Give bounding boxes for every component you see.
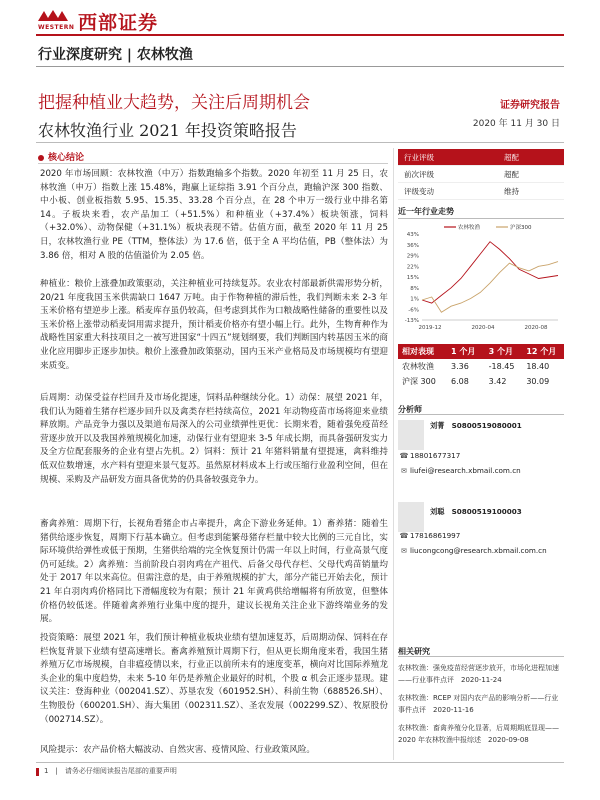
table-header: 相对表现 1 个月 3 个月 12 个月 (398, 344, 564, 359)
analyst-email-link[interactable]: liucongcong@research.xbmail.com.cn (410, 546, 547, 555)
analyst-email-link[interactable]: liufei@research.xbmail.com.cn (410, 466, 521, 475)
email-icon: ✉ (400, 546, 408, 555)
x-tick-label: 2019-12 (418, 325, 442, 331)
analyst-heading: 分析师 (398, 405, 422, 414)
paragraph-post-cycle: 后周期：动保受益存栏回升及市场化提速，饲料品种继续分化。1）动保：展望 2021 年，我们认为随着生猪存栏逐步回升以及禽类存栏持续高位，2021 年动物疫苗市场将迎来业绩释放期。产品竞争力强以及渠道布局深入的公司业绩弹性更优：长期来看，随着强免疫苗经营逐步放开以及我国养殖规模化加速，动保行业有望迎来 3-5 年成长期，而具备强研发实力及全方位配套服务的企业有望占先机。2）饲料：预计 21 年猪料销量有望提速，禽料维持低双位数增速，水产料有望迎来景气复苏。虽然原材料成本上行或压缩行业盈利空间，但在规模、采购及产品研发方面具备优势的仍具备较强竞争力。 (40, 393, 388, 485)
y-tick-label: 1% (410, 296, 419, 303)
y-tick-label: 15% (406, 275, 419, 281)
paragraph-strategy: 投资策略：展望 2021 年，我们预计种植业板块业绩有望加速复苏，后周期动保、饲料在存栏恢复背景下业绩有望高速增长。畜禽养殖预计周期下行，但从更长期角度来看，我国生猪养殖万亿市场规模，自非瘟疫情以来，行业正以前所未有的速度变革，横向对比国际养殖龙头企业的集中度趋势，未来 5-10 年仍是养殖企业最好的时机，个股 α 机会正逐步显现。建议关注：登海种业（002041.SZ）、苏垦农发（601952.SH）、科前生物（688526.SH）、生物股份（600201.SH）、海大集团（002311.SZ）、圣农发展（002299.SZ）、牧原股份（002714.SZ）。 (40, 633, 388, 725)
table-row: 农林牧渔 3.36 -18.45 18.40 (402, 362, 550, 371)
paragraph-livestock: 畜禽养殖：周期下行，长视角看猪企市占率提升，禽企下游业务延伸。1）畜养猪：随着生猪供给逐步恢复，周期下行基本确立。但考虑到能繁母猪存栏量中较大比例的三元自比，实际环境供给弹性或低于预期，生猪供给端的完全恢复预计仍需一年以上时间，行业高景气度仍可延续。2）禽养殖：当前阶段白羽肉鸡在产祖代、后备父母代存栏、父母代鸡苗销量均处于 2017 年以来高位。但需注意的是，由于养殖规模的扩大，部分产能已开始去化，预计 21 年白羽肉鸡价格同比下滑幅度较为有限；预计 21 年黄鸡供给增幅将有所放宽，但整体价格仍较低迷。伴随着禽养殖行业集中度的提升，建议长视角关注企业下游终端业务的发展。 (40, 519, 388, 625)
phone-icon: ☎ (399, 531, 409, 540)
bullet-icon (38, 155, 44, 161)
footer-rule (36, 762, 564, 763)
chart-title: 近一年行业走势 (398, 207, 454, 216)
main-title: 把握种植业大趋势，关注后周期机会 (38, 93, 310, 113)
performance-table (398, 344, 564, 389)
rating-table (398, 149, 564, 200)
avatar (398, 420, 424, 450)
divider (398, 414, 564, 415)
divider (38, 163, 388, 164)
related-item[interactable]: 农林牧渔：强免疫苗经营逐步放开，市场化进程加速——行业事件点评 2020-11-24 (398, 664, 559, 684)
y-tick-label: -6% (408, 307, 419, 314)
legend-label: 农林牧渔 (458, 225, 481, 231)
y-tick-label: 36% (406, 242, 419, 249)
analyst-contact: ☎ 17816861997 ✉ liucongcong@research.xbmail.com.cn (398, 528, 564, 558)
column-divider (393, 148, 394, 760)
related-item[interactable]: 农林牧渔：RCEP 对国内农产品的影响分析——行业事件点评 2020-11-16 (398, 694, 559, 714)
western-logo-icon (36, 9, 70, 23)
section-heading: 核心结论 (38, 150, 84, 163)
analyst-contact: ☎ 18801677317 ✉ liufei@research.xbmail.com.cn (398, 448, 564, 478)
paragraph-planting: 种植业：粮价上涨叠加政策驱动，关注种植业可持续复苏。农业农村部最新供需形势分析，20/21 年度我国玉米供需缺口 1647 万吨。由于作物种植的滞后性，我们判断未来 2-3 年玉米价格有望逆步上涨。稻麦库存虽仍较高，但考虑到其作为口粮战略性储备的重要性以及玉米价格上涨带动稻麦饲用需求提升，预计稻麦价格亦有望小幅上行。此外，生物育种作为战略性国家重大科技项目之一被写进国家“十四五”规划纲要，我们判断国内转基因玉米的商业化应用脚步正逐步加快。粮价上涨叠加政策驱动，国内玉米产业格局及市场规模均有望迎来质变。 (40, 279, 388, 371)
divider (398, 218, 564, 219)
y-tick-label: 29% (406, 253, 419, 260)
y-tick-label: 8% (410, 285, 419, 292)
trend-chart (398, 222, 564, 334)
rating-row: 行业评级 超配 (398, 149, 564, 166)
divider (36, 66, 564, 67)
report-series: 行业深度研究 | 农林牧渔 (38, 47, 193, 63)
series-line-1 (422, 262, 558, 313)
phone-icon: ☎ (399, 451, 409, 460)
divider (398, 656, 564, 657)
header-rule (36, 34, 564, 36)
related-heading: 相关研究 (398, 647, 430, 656)
sub-title: 农林牧渔行业 2021 年投资策略报告 (38, 121, 297, 140)
y-tick-label: 22% (406, 264, 419, 271)
footer-text: 1 | 请务必仔细阅读报告尾部的重要声明 (44, 767, 177, 775)
rating-row: 评级变动 维持 (398, 183, 564, 200)
table-row: 沪深 300 6.08 3.42 30.09 (402, 377, 550, 386)
y-tick-label: -13% (404, 318, 419, 324)
y-tick-label: 43% (406, 232, 419, 238)
paragraph-market-review: 2020 年市场回顾：农林牧渔（中万）指数跑输多个指数。2020 年初至 11 月 25 日，农林牧渔（申万）指数上涨 15.48%，跑赢上证综指 3.91 个百分点，跑输沪深 300 指数、中小板、创业板指数 5.95、15.35、33.28 个百分点，在 28 个申万一级行业中排名第 14。子板块来看，农产品加工（+51.5%）和种植业（+37.4%）板块领涨，饲料（+32.0%）、动物保健（+31.1%）板块表现不错。估值方面，截至 2020 年 11 月 25 日，农林牧渔行业 PE（TTM，整体法）为 17.6 倍，低于全 A 平均估值，PB（整体法）为 3.86 倍，相对 A 股的估值溢价为 2.05 倍。 (40, 169, 388, 261)
footer-accent (36, 768, 39, 776)
analyst-card: 刘菁 S0800519080001 (430, 421, 522, 430)
related-item[interactable]: 农林牧渔：畜禽养殖分化显著，后周期期底显现——2020 年农林牧渔中报综述 2020-09-08 (398, 724, 559, 744)
x-tick-label: 2020-04 (471, 325, 495, 331)
logo-chinese: 西部证券 (78, 12, 159, 34)
risk-warning: 风险提示：农产品价格大幅波动、自然灾害、疫情风险、行业政策风险。 (40, 745, 316, 755)
report-type: 证券研究报告 (500, 100, 560, 111)
legend-label: 沪深300 (510, 225, 532, 231)
analyst-card: 刘聪 S0800519100003 (430, 507, 522, 516)
logo-english: WESTERN (38, 24, 75, 31)
x-tick-label: 2020-08 (524, 325, 548, 331)
divider (36, 142, 564, 143)
series-line-0 (422, 242, 558, 303)
email-icon: ✉ (400, 466, 408, 475)
rating-row: 前次评级 超配 (398, 166, 564, 183)
report-date: 2020 年 11 月 30 日 (472, 119, 560, 129)
